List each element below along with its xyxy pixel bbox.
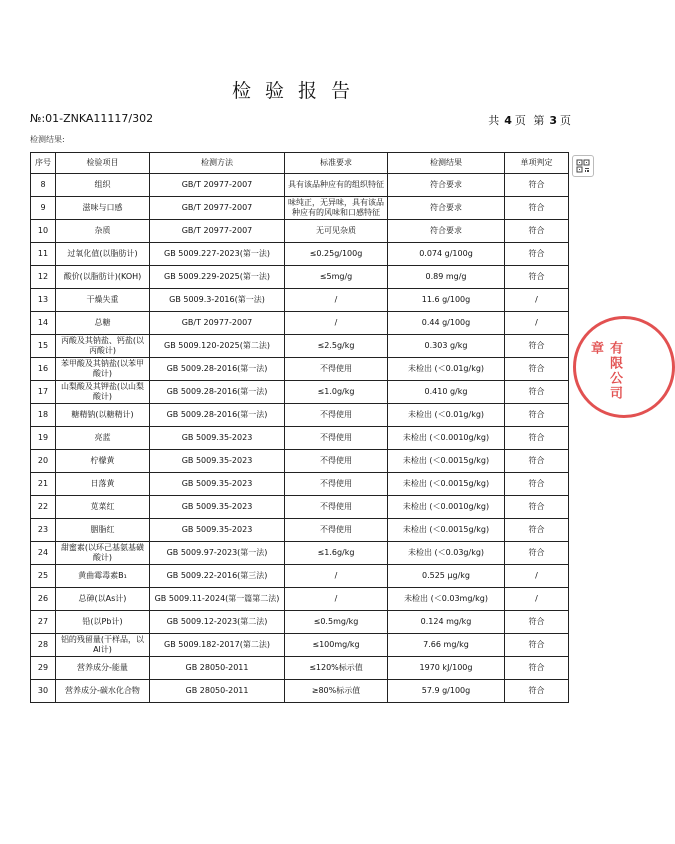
cell-method: GB 5009.227-2023(第一法) <box>150 243 285 266</box>
cell-standard: 无可见杂质 <box>285 220 388 243</box>
table-row <box>31 657 569 680</box>
cell-verdict: 符合 <box>505 542 569 565</box>
cell-result: 符合要求 <box>388 197 505 220</box>
cell-result: 未检出 (＜0.0010g/kg) <box>388 496 505 519</box>
cell-no: 24 <box>31 542 56 565</box>
table-row <box>31 404 569 427</box>
cell-item: 黄曲霉毒素B₁ <box>56 565 150 588</box>
cell-no: 28 <box>31 634 56 657</box>
cell-standard: 不得使用 <box>285 450 388 473</box>
cell-result: 未检出 (＜0.0015g/kg) <box>388 519 505 542</box>
cell-no: 16 <box>31 358 56 381</box>
cell-no: 14 <box>31 312 56 335</box>
cell-method: GB/T 20977-2007 <box>150 312 285 335</box>
cell-item: 过氧化值(以脂肪计) <box>56 243 150 266</box>
cell-standard: ≤0.25g/100g <box>285 243 388 266</box>
cell-no: 27 <box>31 611 56 634</box>
cell-standard: ≤5mg/g <box>285 266 388 289</box>
cell-method: GB 5009.35-2023 <box>150 496 285 519</box>
cell-result: 7.66 mg/kg <box>388 634 505 657</box>
cell-no: 21 <box>31 473 56 496</box>
cell-result: 11.6 g/100g <box>388 289 505 312</box>
cell-method: GB 5009.35-2023 <box>150 427 285 450</box>
cell-no: 19 <box>31 427 56 450</box>
cell-item: 胭脂红 <box>56 519 150 542</box>
cell-verdict: 符合 <box>505 243 569 266</box>
header-standard: 标准要求 <box>285 153 388 174</box>
page-current: 3 <box>549 114 557 127</box>
cell-verdict: 符合 <box>505 450 569 473</box>
cell-method: GB 5009.12-2023(第二法) <box>150 611 285 634</box>
cell-result: 0.124 mg/kg <box>388 611 505 634</box>
table-row <box>31 680 569 703</box>
table-row <box>31 473 569 496</box>
cell-verdict: 符合 <box>505 611 569 634</box>
cell-verdict: 符合 <box>505 381 569 404</box>
cell-verdict: / <box>505 588 569 611</box>
cell-method: GB/T 20977-2007 <box>150 220 285 243</box>
cell-standard: 不得使用 <box>285 427 388 450</box>
cell-verdict: / <box>505 565 569 588</box>
cell-result: 符合要求 <box>388 220 505 243</box>
cell-standard: / <box>285 289 388 312</box>
cell-method: GB 5009.120-2025(第二法) <box>150 335 285 358</box>
cell-no: 22 <box>31 496 56 519</box>
cell-result: 0.074 g/100g <box>388 243 505 266</box>
cell-verdict: 符合 <box>505 335 569 358</box>
cell-item: 亮蓝 <box>56 427 150 450</box>
cell-verdict: 符合 <box>505 657 569 680</box>
cell-standard: / <box>285 312 388 335</box>
table-row <box>31 335 569 358</box>
header-result: 检测结果 <box>388 153 505 174</box>
table-row <box>31 634 569 657</box>
cell-result: 0.303 g/kg <box>388 335 505 358</box>
cell-standard: ≤0.5mg/kg <box>285 611 388 634</box>
cell-standard: 不得使用 <box>285 404 388 427</box>
cell-standard: ≤1.0g/kg <box>285 381 388 404</box>
cell-result: 未检出 (＜0.03g/kg) <box>388 542 505 565</box>
cell-result: 未检出 (＜0.0015g/kg) <box>388 473 505 496</box>
cell-standard: 味纯正，无异味，具有该品种应有的风味和口感特征 <box>285 197 388 220</box>
cell-result: 0.410 g/kg <box>388 381 505 404</box>
cell-verdict: 符合 <box>505 634 569 657</box>
cell-no: 13 <box>31 289 56 312</box>
table-row <box>31 427 569 450</box>
cell-method: GB/T 20977-2007 <box>150 174 285 197</box>
table-row <box>31 588 569 611</box>
page-mid: 页 第 <box>514 114 547 127</box>
cell-method: GB 5009.28-2016(第一法) <box>150 358 285 381</box>
cell-verdict: 符合 <box>505 358 569 381</box>
cell-result: 0.525 μg/kg <box>388 565 505 588</box>
cell-result: 0.89 mg/g <box>388 266 505 289</box>
cell-verdict: / <box>505 289 569 312</box>
table-row <box>31 358 569 381</box>
cell-standard: ≤1.6g/kg <box>285 542 388 565</box>
company-seal <box>573 316 675 418</box>
cell-verdict: 符合 <box>505 174 569 197</box>
cell-method: GB 5009.35-2023 <box>150 473 285 496</box>
cell-method: GB 5009.97-2023(第一法) <box>150 542 285 565</box>
cell-method: GB 5009.28-2016(第一法) <box>150 381 285 404</box>
cell-standard: ≤100mg/kg <box>285 634 388 657</box>
table-row <box>31 220 569 243</box>
cell-no: 23 <box>31 519 56 542</box>
cell-method: GB 5009.3-2016(第一法) <box>150 289 285 312</box>
page-suffix: 页 <box>560 114 573 127</box>
cell-method: GB 5009.35-2023 <box>150 450 285 473</box>
cell-item: 苯甲酸及其钠盐(以苯甲酸计) <box>56 358 150 381</box>
cell-standard: 具有该品种应有的组织特征 <box>285 174 388 197</box>
table-row <box>31 243 569 266</box>
cell-method: GB 5009.182-2017(第二法) <box>150 634 285 657</box>
cell-no: 11 <box>31 243 56 266</box>
cell-item: 苋菜红 <box>56 496 150 519</box>
cell-verdict: 符合 <box>505 427 569 450</box>
cell-item: 甜蜜素(以环己基氨基磺酸计) <box>56 542 150 565</box>
table-row <box>31 542 569 565</box>
table-row <box>31 496 569 519</box>
results-table <box>30 152 569 703</box>
cell-item: 营养成分-能量 <box>56 657 150 680</box>
cell-item: 酸价(以脂肪计)(KOH) <box>56 266 150 289</box>
cell-verdict: 符合 <box>505 680 569 703</box>
cell-item: 柠檬黄 <box>56 450 150 473</box>
header-method: 检测方法 <box>150 153 285 174</box>
header-verdict: 单项判定 <box>505 153 569 174</box>
cell-verdict: 符合 <box>505 496 569 519</box>
cell-result: 未检出 (＜0.03mg/kg) <box>388 588 505 611</box>
cell-result: 未检出 (＜0.0015g/kg) <box>388 450 505 473</box>
cell-verdict: 符合 <box>505 197 569 220</box>
cell-no: 18 <box>31 404 56 427</box>
cell-no: 20 <box>31 450 56 473</box>
cell-standard: ≥80%标示值 <box>285 680 388 703</box>
cell-item: 滋味与口感 <box>56 197 150 220</box>
cell-result: 未检出 (＜0.0010g/kg) <box>388 427 505 450</box>
cell-verdict: 符合 <box>505 519 569 542</box>
qr-code-icon[interactable] <box>572 155 594 177</box>
cell-no: 26 <box>31 588 56 611</box>
cell-result: 57.9 g/100g <box>388 680 505 703</box>
page-total: 4 <box>504 114 512 127</box>
cell-item: 组织 <box>56 174 150 197</box>
table-row <box>31 312 569 335</box>
table-header-row <box>31 153 569 174</box>
cell-result: 1970 kJ/100g <box>388 657 505 680</box>
cell-verdict: 符合 <box>505 220 569 243</box>
cell-no: 25 <box>31 565 56 588</box>
cell-method: GB/T 20977-2007 <box>150 197 285 220</box>
cell-result: 未检出 (＜0.01g/kg) <box>388 404 505 427</box>
cell-verdict: / <box>505 312 569 335</box>
table-row <box>31 197 569 220</box>
cell-method: GB 5009.35-2023 <box>150 519 285 542</box>
table-row <box>31 611 569 634</box>
cell-no: 15 <box>31 335 56 358</box>
cell-standard: ≤120%标示值 <box>285 657 388 680</box>
cell-verdict: 符合 <box>505 404 569 427</box>
report-title: 检验报告 <box>231 80 364 102</box>
cell-no: 8 <box>31 174 56 197</box>
cell-no: 17 <box>31 381 56 404</box>
header-item: 检验项目 <box>56 153 150 174</box>
cell-standard: 不得使用 <box>285 496 388 519</box>
table-row <box>31 266 569 289</box>
cell-method: GB 5009.28-2016(第一法) <box>150 404 285 427</box>
cell-no: 12 <box>31 266 56 289</box>
cell-method: GB 5009.229-2025(第一法) <box>150 266 285 289</box>
cell-verdict: 符合 <box>505 473 569 496</box>
table-row <box>31 289 569 312</box>
table-row <box>31 450 569 473</box>
table-row <box>31 174 569 197</box>
header-no: 序号 <box>31 153 56 174</box>
cell-standard: 不得使用 <box>285 358 388 381</box>
cell-verdict: 符合 <box>505 266 569 289</box>
cell-item: 丙酸及其钠盐、钙盐(以丙酸计) <box>56 335 150 358</box>
table-row <box>31 565 569 588</box>
cell-item: 山梨酸及其钾盐(以山梨酸计) <box>56 381 150 404</box>
cell-no: 10 <box>31 220 56 243</box>
cell-method: GB 28050-2011 <box>150 657 285 680</box>
cell-result: 符合要求 <box>388 174 505 197</box>
seal-text: 有限公司 章 <box>588 341 622 401</box>
cell-item: 铝的残留量(干样品，以Al计) <box>56 634 150 657</box>
cell-no: 29 <box>31 657 56 680</box>
cell-result: 0.44 g/100g <box>388 312 505 335</box>
section-label: 检测结果: <box>30 135 65 144</box>
cell-item: 糖精钠(以糖精计) <box>56 404 150 427</box>
cell-result: 未检出 (＜0.01g/kg) <box>388 358 505 381</box>
cell-method: GB 28050-2011 <box>150 680 285 703</box>
cell-item: 杂质 <box>56 220 150 243</box>
cell-standard: 不得使用 <box>285 519 388 542</box>
page-indicator <box>488 112 573 128</box>
cell-standard: / <box>285 565 388 588</box>
cell-item: 营养成分-碳水化合物 <box>56 680 150 703</box>
cell-item: 总糖 <box>56 312 150 335</box>
cell-standard: / <box>285 588 388 611</box>
page-prefix: 共 <box>488 114 502 127</box>
cell-no: 9 <box>31 197 56 220</box>
cell-no: 30 <box>31 680 56 703</box>
cell-standard: ≤2.5g/kg <box>285 335 388 358</box>
cell-method: GB 5009.22-2016(第三法) <box>150 565 285 588</box>
cell-method: GB 5009.11-2024(第一篇第二法) <box>150 588 285 611</box>
cell-item: 干燥失重 <box>56 289 150 312</box>
cell-item: 铅(以Pb计) <box>56 611 150 634</box>
table-row <box>31 381 569 404</box>
cell-item: 日落黄 <box>56 473 150 496</box>
cell-item: 总砷(以As计) <box>56 588 150 611</box>
report-number: №:01-ZNKA11117/302 <box>30 112 154 125</box>
cell-standard: 不得使用 <box>285 473 388 496</box>
table-row <box>31 519 569 542</box>
